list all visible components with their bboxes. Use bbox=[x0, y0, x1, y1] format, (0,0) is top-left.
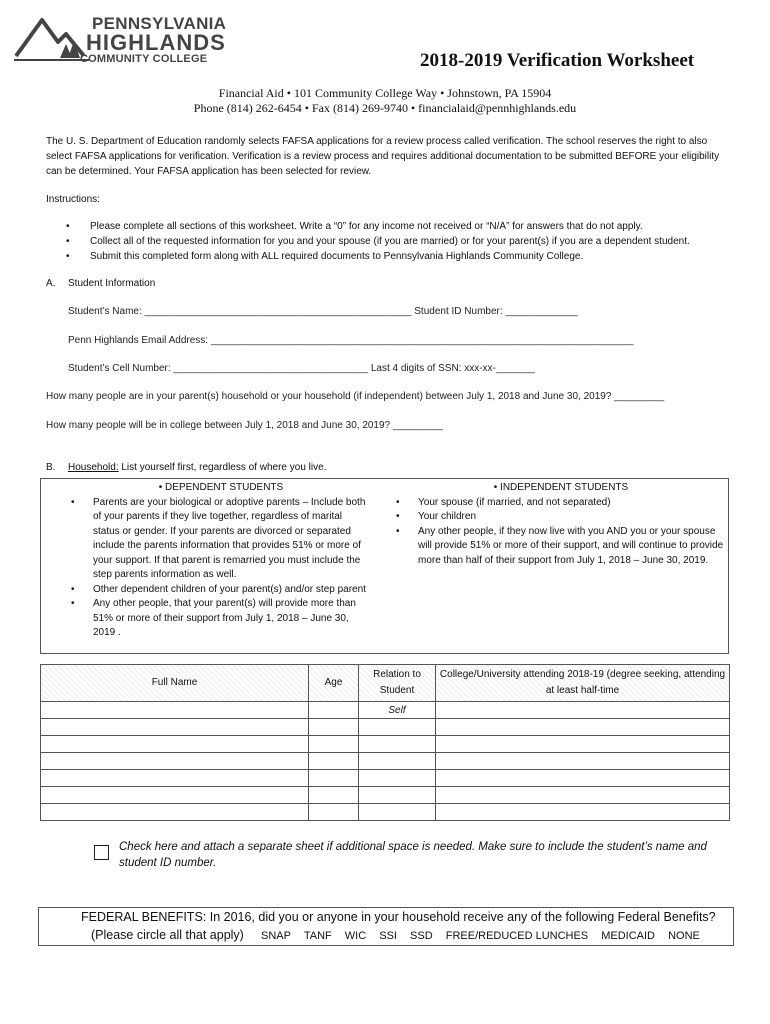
relation-cell[interactable] bbox=[359, 719, 436, 736]
additional-space-checkbox[interactable] bbox=[94, 845, 109, 860]
benefit-option[interactable]: SSD bbox=[410, 930, 433, 942]
section-a-title: Student Information bbox=[68, 278, 156, 289]
benefit-option[interactable]: FREE/REDUCED LUNCHES bbox=[445, 930, 589, 942]
benefit-option[interactable]: NONE bbox=[668, 930, 700, 942]
col-header-age: Age bbox=[309, 665, 359, 702]
name-cell[interactable] bbox=[41, 787, 309, 804]
benefit-option[interactable]: SNAP bbox=[261, 930, 291, 942]
age-cell[interactable] bbox=[309, 753, 359, 770]
household-count-question[interactable]: How many people are in your parent(s) household or your household (if independent) between July 1, 2018 and June 30, 2019? _________ bbox=[46, 391, 665, 402]
logo-line-2: HIGHLANDS bbox=[86, 30, 226, 55]
name-cell[interactable] bbox=[41, 804, 309, 821]
federal-benefits-question: FEDERAL BENEFITS: In 2016, did you or anyone in your household receive any of the following Federal Benefits? bbox=[81, 910, 716, 924]
federal-benefits-box bbox=[38, 907, 734, 946]
relation-cell[interactable] bbox=[359, 804, 436, 821]
table-row bbox=[41, 804, 730, 821]
logo-line-3: COMMUNITY COLLEGE bbox=[80, 53, 208, 65]
dependent-item: • Parents are your biological or adoptive parents – Include both of your parents if they live together, regardless of marital status or gender. If your parents are divorced or separated include the parents information that provides 51% or more of your support. If that parent is remarried you must include the step parents information as well. bbox=[71, 496, 371, 583]
relation-cell[interactable] bbox=[359, 753, 436, 770]
page-title: 2018-2019 Verification Worksheet bbox=[420, 50, 695, 71]
household-table bbox=[40, 664, 730, 821]
name-cell[interactable] bbox=[41, 736, 309, 753]
cell-ssn-field[interactable]: Student’s Cell Number: ___________________________________ Last 4 digits of SSN: xxx-xx-_______ bbox=[68, 363, 535, 374]
relation-cell[interactable] bbox=[359, 736, 436, 753]
section-b-title: Household: bbox=[68, 462, 119, 473]
independent-item: • Any other people, if they now live with you AND you or your spouse will provide 51% or more of their support, and will continue to provide more than half of their support from July 1, 2018 – June 30, 2019. bbox=[396, 525, 726, 569]
table-row bbox=[41, 753, 730, 770]
section-a-letter: A. bbox=[46, 278, 56, 289]
college-cell[interactable] bbox=[436, 753, 730, 770]
email-field[interactable]: Penn Highlands Email Address: ____________________________________________________________________________ bbox=[68, 335, 634, 346]
address-line: Financial Aid • 101 Community College Way • Johnstown, PA 15904 bbox=[218, 86, 552, 100]
instruction-item: • Please complete all sections of this worksheet. Write a “0” for any income not received or “N/A” for answers that do not apply. bbox=[66, 219, 690, 234]
age-cell[interactable] bbox=[309, 702, 359, 719]
benefit-option[interactable]: WIC bbox=[344, 930, 367, 942]
name-cell[interactable] bbox=[41, 702, 309, 719]
instructions-list bbox=[66, 219, 690, 264]
household-guidelines-box bbox=[40, 478, 729, 654]
instructions-label: Instructions: bbox=[46, 194, 100, 205]
circle-instruction: (Please circle all that apply) bbox=[91, 928, 244, 942]
section-b-letter: B. bbox=[46, 462, 56, 473]
relation-cell: Self bbox=[359, 702, 436, 719]
relation-cell[interactable] bbox=[359, 787, 436, 804]
dependent-item: • Any other people, that your parent(s) will provide more than 51% or more of their support from July 1, 2018 – June 30, 2019 . bbox=[71, 597, 371, 641]
table-row bbox=[41, 719, 730, 736]
section-b-heading bbox=[68, 462, 326, 473]
name-cell[interactable] bbox=[41, 719, 309, 736]
college-cell[interactable] bbox=[436, 736, 730, 753]
phone-line: Phone (814) 262-6454 • Fax (814) 269-9740 • financialaid@pennhighlands.edu bbox=[193, 101, 577, 115]
independent-item: • Your spouse (if married, and not separated) bbox=[396, 496, 726, 511]
table-row bbox=[41, 736, 730, 753]
relation-cell[interactable] bbox=[359, 770, 436, 787]
table-row bbox=[41, 702, 730, 719]
college-cell[interactable] bbox=[436, 787, 730, 804]
name-cell[interactable] bbox=[41, 753, 309, 770]
col-header-full-name: Full Name bbox=[41, 665, 309, 702]
college-logo bbox=[14, 14, 227, 65]
age-cell[interactable] bbox=[309, 770, 359, 787]
dependent-item: • Other dependent children of your parent(s) and/or step parent bbox=[71, 583, 371, 598]
age-cell[interactable] bbox=[309, 787, 359, 804]
col-header-college: College/University attending 2018-19 (degree seeking, attending at least half-time bbox=[436, 665, 730, 702]
instruction-item: • Submit this completed form along with ALL required documents to Pennsylvania Highlands Community College. bbox=[66, 249, 690, 264]
age-cell[interactable] bbox=[309, 719, 359, 736]
independent-heading: • INDEPENDENT STUDENTS bbox=[493, 482, 629, 493]
table-header-row bbox=[41, 665, 730, 702]
dependent-column bbox=[71, 481, 371, 641]
independent-column bbox=[396, 481, 726, 568]
checkbox-label: Check here and attach a separate sheet if additional space is needed. Make sure to include the student’s name and student ID number. bbox=[119, 841, 707, 869]
college-cell[interactable] bbox=[436, 804, 730, 821]
benefit-option[interactable]: MEDICAID bbox=[601, 930, 655, 942]
instruction-item: • Collect all of the requested information for you and your spouse (if you are married) or for your parent(s) if you are a dependent student. bbox=[66, 234, 690, 249]
table-row bbox=[41, 787, 730, 804]
student-name-field[interactable]: Student’s Name: ________________________________________________ Student ID Number: _____________ bbox=[68, 306, 578, 317]
independent-item: • Your children bbox=[396, 510, 726, 525]
benefit-option[interactable]: SSI bbox=[379, 930, 397, 942]
table-row bbox=[41, 770, 730, 787]
college-count-question[interactable]: How many people will be in college between July 1, 2018 and June 30, 2019? _________ bbox=[46, 420, 443, 431]
college-cell[interactable] bbox=[436, 702, 730, 719]
age-cell[interactable] bbox=[309, 736, 359, 753]
benefit-option[interactable]: TANF bbox=[303, 930, 332, 942]
name-cell[interactable] bbox=[41, 770, 309, 787]
benefit-options bbox=[261, 930, 710, 942]
col-header-relation: Relation to Student bbox=[359, 665, 436, 702]
dependent-heading: • DEPENDENT STUDENTS bbox=[158, 482, 284, 493]
intro-paragraph: The U. S. Department of Education randomly selects FAFSA applications for a review process called verification. The school reserves the right to also select FAFSA applications for verification. Verification is a review process and requires additional documentation to be submitted BEFORE your eligibility can be determined. Your FAFSA application has been selected for review. bbox=[46, 136, 720, 177]
college-cell[interactable] bbox=[436, 719, 730, 736]
age-cell[interactable] bbox=[309, 804, 359, 821]
logo-line-1: PENNSYLVANIA bbox=[92, 14, 227, 33]
college-cell[interactable] bbox=[436, 770, 730, 787]
section-b-subtitle: List yourself first, regardless of where you live. bbox=[118, 462, 327, 473]
